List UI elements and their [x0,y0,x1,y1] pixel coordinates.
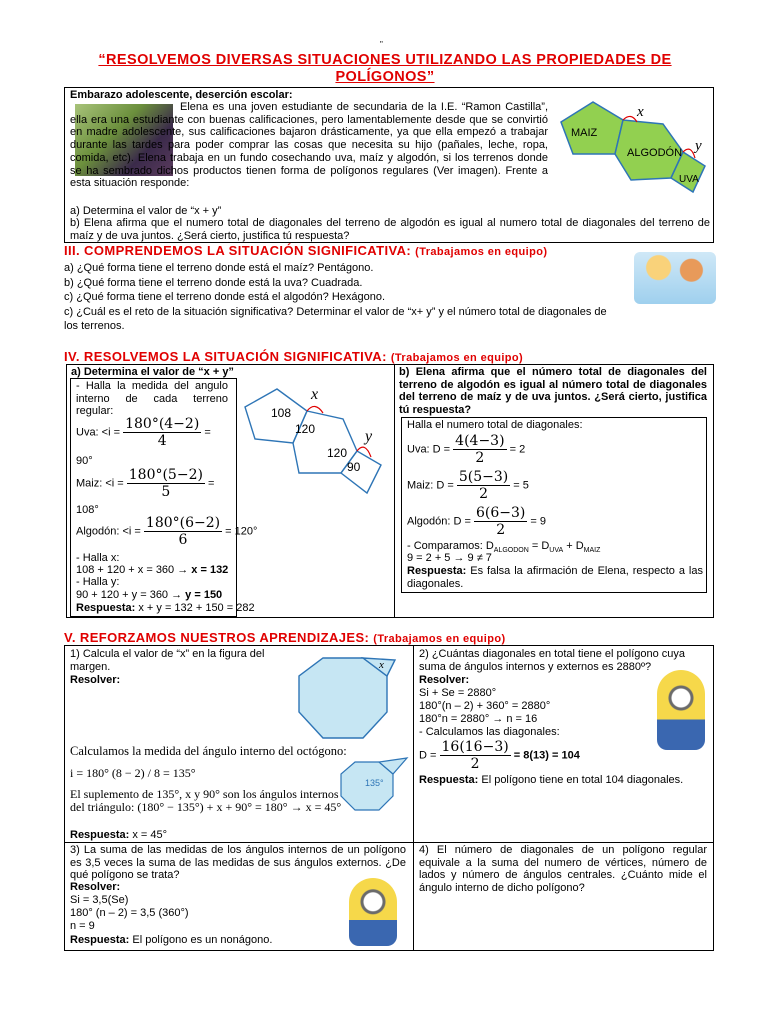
p1-resolver: Resolver: [70,674,121,686]
p2-resolver: Resolver: [419,674,470,686]
p2-l2: 180°(n – 2) + 360° = 2880° [419,700,551,712]
p3-l3: n = 9 [70,920,95,932]
s4-uva: Uva: <i = $\frac{180^\circ(4-2)}{4}$ = [76,416,211,449]
s4-dmaiz: Maiz: D = $\frac{5(5-3)}{2}$ = 5 [407,469,529,502]
s4-duva: Uva: D = $\frac{4(4-3)}{2}$ = 2 [407,433,526,466]
p2-resp: Respuesta: El polígono tiene en total 104 diagonales. [419,774,684,786]
section4-heading [64,349,523,364]
page-title: “RESOLVEMOS DIVERSAS SITUACIONES UTILIZANDO LAS PROPIEDADES DE POLÍGONOS” [98,52,672,85]
p3-l1: Si = 3,5(Se) [70,894,129,906]
question-a: a) Determina el valor de “x + y” [70,205,222,217]
section4-title: IV. RESOLVEMOS LA SITUACIÓN SIGNIFICATIVA: [64,349,387,364]
situation-text: Elena es una joven estudiante de secundaria de la I.E. “Ramon Castilla”, ella era una estudiante con buenas calificaciones, pero lamentablemente desde que se convirtió en madre adolescente, sus calificaciones bajaron drásticamente, ya que ella empezó a trabajar durante las tardes para poder comprar las cosas que necesita su hijo (pañales, leche, ropa, comida, etc). Elena trabaja en un fundo cosechando uva, maíz y algodón, si los terrenos donde se ha sembrado dichos productos tienen forma de polígonos regulares (Ver imagen). Frente a esta situación responde: [70,101,548,190]
fig4-90: 90 [347,460,361,474]
p2-question: 2) ¿Cuántas diagonales en total tiene el polígono cuya suma de ángulos internos y externos es 2880º? [419,648,686,673]
section3-heading [64,243,547,258]
list-item: c) ¿Qué forma tiene el terreno donde está el algodón? Hexágono. [64,291,386,304]
s4-intro: - Halla la medida del angulo interno de cada terreno regular: [76,380,228,418]
minion-image [657,670,705,750]
s4-comp-line: 9 = 2 + 5 → 9 ≠ 7 [407,552,492,564]
p1-fig-x: x [379,659,384,671]
s4-dalg: Algodón: D = $\frac{6(6-3)}{2}$ = 9 [407,505,547,538]
s4-hx-eq: 108 + 120 + x = 360 → x = 132 [76,564,229,576]
p2-l4: - Calculamos las diagonales: [419,726,560,738]
section3-title: III. COMPRENDEMOS LA SITUACIÓN SIGNIFICATIVA: [64,243,412,258]
list-item: a) ¿Qué forma tiene el terreno donde está el maíz? Pentágono. [64,262,374,274]
s4-resp: Respuesta: x + y = 132 + 150 = 282 [76,602,255,614]
s4-hy: - Halla y: [76,576,120,588]
situation-heading: Embarazo adolescente, deserción escolar: [70,89,293,101]
fig4-x: x [311,386,319,403]
quote-mark: " [380,40,383,49]
s4-algodon: Algodón: <i = $\frac{180^\circ(6-2)}{6}$ = 120° [76,515,258,548]
p1-question: 1) Calcula el valor de “x” en la figura del margen. [70,648,265,673]
section4-left-header: a) Determina el valor de “x + y” [71,366,234,378]
p2-d: D = $\frac{16(16-3)}{2}$ = 8(13) = 104 [419,739,580,772]
p4-question: 4) El número de diagonales de un polígono regular equivale a la suma del numero de vértices, número de lados y número de ángulos centrales. ¿Cuánto mide el ángulo interno de dicho polígono? [419,844,707,895]
situation-box [64,87,714,243]
s4-rh-intro: Halla el numero total de diagonales: [407,419,583,431]
list-item: c) ¿Cuál es el reto de la situación significativa? Determinar el valor de “x+ y” y el número total de diagonales de los terrenos. [64,305,607,333]
p1-l3: El suplemento de 135°, x y 90° son los ángulos internos del triángulo: (180° − 135°) + x + 90° = 180° → x = 45° [70,787,342,814]
s4-comp: - Comparamos: $D_{ALGODON} = D_{UVA} + D_{MAIZ}$ [407,540,601,555]
p3-resp: Respuesta: El polígono es un nonágono. [70,934,273,946]
list-item: b) ¿Qué forma tiene el terreno donde está la uva? Cuadrada. [64,276,363,289]
fig4-y: y [365,428,373,445]
s4-rresp: Respuesta: Es falsa la afirmación de Elena, respecto a las diagonales. [407,565,703,590]
section4-table [66,364,714,618]
section5-title: V. REFORZAMOS NUESTROS APRENDIZAJES: [64,630,370,645]
s4-hx: - Halla x: [76,552,120,564]
fig-label-algodon: ALGODÓN [627,147,683,159]
section3-team: (Trabajamos en equipo) [415,246,548,258]
p3-resolver: Resolver: [70,881,121,893]
question-b: b) Elena afirma que el numero total de diagonales del terreno de algodón es igual al numero total de diagonales del terreno de maíz y de uva juntos. ¿Será cierto, justifica tú respuesta? [70,217,710,242]
fig4-120a: 120 [295,422,316,436]
p1-fig-135: 135° [365,778,384,788]
section5-team: (Trabajamos en equipo) [373,633,506,645]
section4-right-header: b) Elena afirma que el número total de diagonales del terreno de algodón es igual al número total de diagonales del terreno de maíz y de uva juntos. ¿Será cierto, justifica tú respuesta? [399,366,707,417]
s4-uva-res: 90° [76,455,93,467]
s4-maiz: Maiz: <i = $\frac{180^\circ(5-2)}{5}$ = [76,467,215,500]
p3-l2: 180° (n – 2) = 3,5 (360°) [70,907,189,919]
fig-label-maiz: MAIZ [571,127,598,139]
section3-list [64,261,612,334]
p1-l2: i = 180° (8 − 2) / 8 = 135° [70,766,196,780]
section5-table [64,645,714,951]
terrain-figure [555,94,710,202]
fig-label-y: y [695,138,702,154]
s4-hy-eq: 90 + 120 + y = 360 → y = 150 [76,589,223,601]
section5-heading [64,630,506,645]
p1-resp: Respuesta: x = 45° [70,829,168,841]
s4-maiz-res: 108° [76,504,99,516]
fig4-108: 108 [271,406,292,420]
p1-l1: Calculamos la medida del ángulo interno del octógono: [70,744,347,758]
fig-label-uva: UVA [679,174,699,185]
minion-reading-image [349,878,397,946]
p2-l3: 180°n = 2880° → n = 16 [419,713,538,725]
p2-l1: Si + Se = 2880° [419,687,497,699]
octagon-figure [283,652,409,748]
fig4-120b: 120 [327,446,348,460]
section4-team: (Trabajamos en equipo) [390,352,524,364]
section4-figure [241,381,391,501]
kids-image [634,252,716,304]
p3-question: 3) La suma de las medidas de los ángulos internos de un polígono es 3,5 veces la suma de las medidas de sus ángulos externos. ¿De qué polígono se trata? [70,844,406,882]
octagon-figure-2 [335,754,411,820]
fig-label-x: x [637,104,644,120]
